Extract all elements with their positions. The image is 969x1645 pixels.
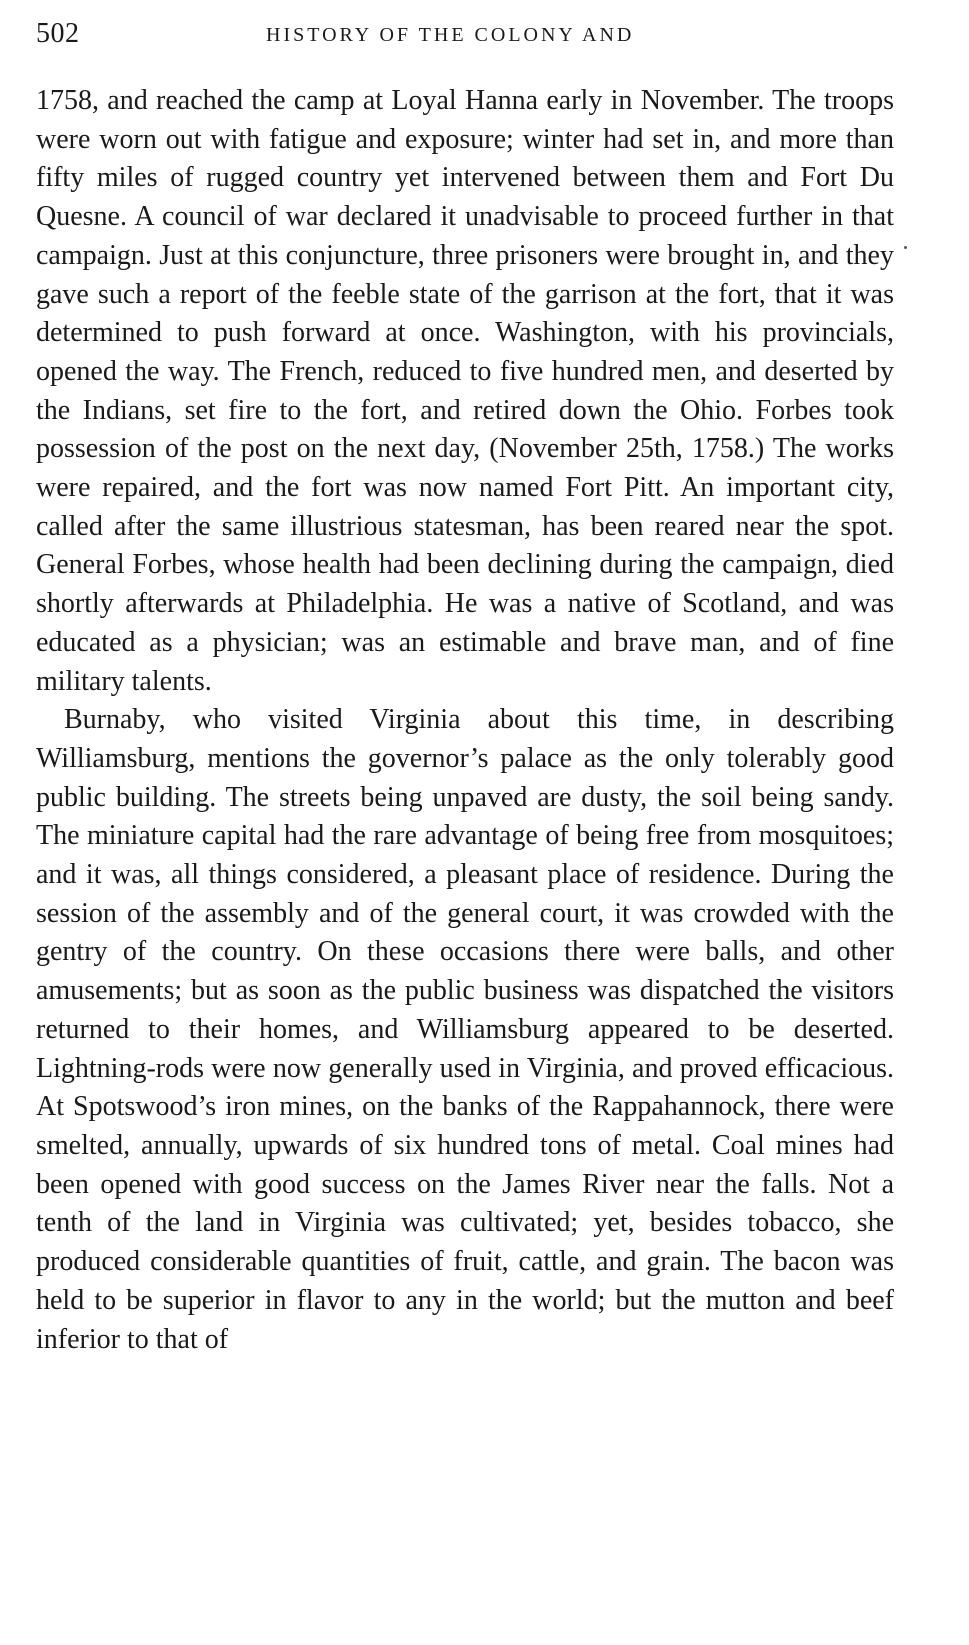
running-head: HISTORY OF THE COLONY AND [266,24,635,46]
body-text [36,82,894,1359]
page-header [36,18,898,58]
page-number: 502 [36,18,80,49]
paragraph-2: Burnaby, who visited Virginia about this time, in describing Williamsburg, mentions the governor’s palace as the only tolerably good public building. The streets being unpaved are dusty, the soil being sandy. The miniature capital had the rare advantage of being free from mosquitoes; and it was, all things considered, a pleasant place of residence. During the session of the assembly and of the general court, it was crowded with the gentry of the country. On these occasions there were balls, and other amusements; but as soon as the public business was dispatched the visitors returned to their homes, and Williamsburg appeared to be deserted. Lightning-rods were now generally used in Virginia, and proved efficacious. At Spotswood’s iron mines, on the banks of the Rappahannock, there were smelted, annually, upwards of six hundred tons of metal. Coal mines had been opened with good success on the James River near the falls. Not a tenth of the land in Virginia was cultivated; yet, besides tobacco, she produced considerable quantities of fruit, cattle, and grain. The bacon was held to be superior in flavor to any in the world; but the mutton and beef inferior to that of [36,704,894,1355]
paragraph-1: 1758, and reached the camp at Loyal Hanna early in November. The troops were worn out with fatigue and exposure; winter had set in, and more than fifty miles of rugged country yet intervened between them and Fort Du Quesne. A council of war declared it unadvisable to proceed further in that campaign. Just at this conjuncture, three prisoners were brought in, and they gave such a report of the feeble state of the garrison at the fort, that it was determined to push forward at once. Washington, with his provincials, opened the way. The French, reduced to five hundred men, and deserted by the Indians, set fire to the fort, and retired down the Ohio. Forbes took possession of the post on the next day, (November 25th, 1758.) The works were repaired, and the fort was now named Fort Pitt. An important city, called after the same illustrious statesman, has been reared near the spot. General Forbes, whose health had been declining during the campaign, died shortly afterwards at Philadelphia. He was a native of Scotland, and was educated as a physician; was an estimable and brave man, and of fine military talents. [36,85,894,697]
margin-mark [904,246,907,249]
